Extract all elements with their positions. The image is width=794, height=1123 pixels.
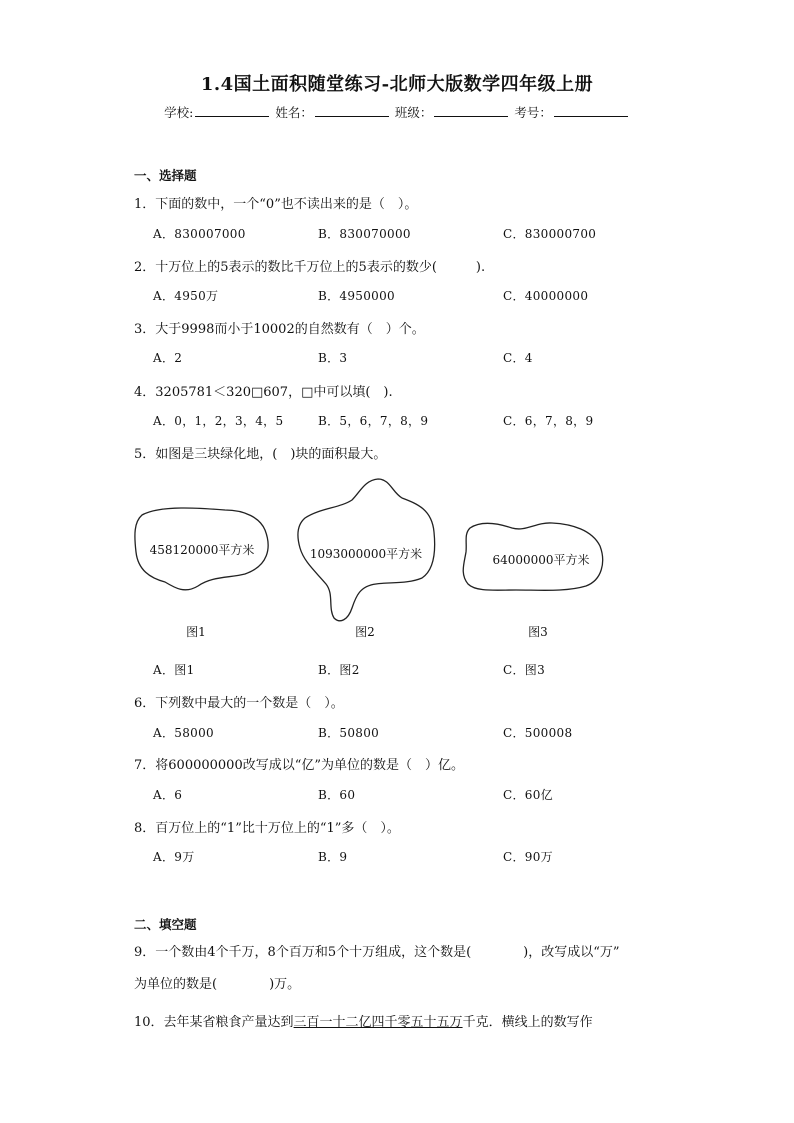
question-6: 6．下列数中最大的一个数是（ ）。 bbox=[134, 696, 344, 711]
q8-option-b[interactable]: B．9 bbox=[318, 850, 348, 864]
figure-1-value: 458120000平方米 bbox=[149, 543, 255, 557]
question-8: 8．百万位上的“1”比十万位上的“1”多（ ）。 bbox=[134, 821, 400, 836]
q2-option-c[interactable]: C．40000000 bbox=[503, 289, 589, 303]
question-2: 2．十万位上的5表示的数比千万位上的5表示的数少( ). bbox=[134, 260, 486, 275]
figure-3-caption: 图3 bbox=[528, 625, 548, 639]
school-label: 学校: bbox=[164, 105, 194, 120]
q1-option-b[interactable]: B．830070000 bbox=[318, 227, 411, 241]
school-blank[interactable] bbox=[195, 104, 269, 117]
q5-option-a[interactable]: A．图1 bbox=[153, 663, 195, 677]
q10-underlined-number: 三百一十二亿四千零五十五万 bbox=[293, 1015, 463, 1030]
question-9-line-2: 为单位的数是( )万。 bbox=[134, 977, 301, 992]
figure-3-value: 64000000平方米 bbox=[492, 553, 590, 567]
q6-option-b[interactable]: B．50800 bbox=[318, 726, 380, 740]
question-3: 3．大于9998而小于10002的自然数有（ ）个。 bbox=[134, 322, 425, 337]
q4-option-b[interactable]: B．5，6，7，8，9 bbox=[318, 414, 429, 428]
section-heading-choice: 一、选择题 bbox=[134, 168, 197, 183]
q3-option-c[interactable]: C．4 bbox=[503, 351, 533, 365]
q6-option-c[interactable]: C．500008 bbox=[503, 726, 573, 740]
exam-no-label: 考号： bbox=[514, 105, 552, 120]
q6-option-a[interactable]: A．58000 bbox=[153, 726, 214, 740]
question-1: 1．下面的数中，一个“0”也不读出来的是（ ）。 bbox=[134, 197, 418, 212]
q7-option-a[interactable]: A．6 bbox=[153, 788, 183, 802]
section-heading-fill: 二、填空题 bbox=[134, 917, 197, 932]
q10-suffix: 千克．横线上的数写作 bbox=[462, 1015, 593, 1030]
q3-option-a[interactable]: A．2 bbox=[153, 351, 183, 365]
question-10 bbox=[134, 1011, 593, 1030]
q2-option-a[interactable]: A．4950万 bbox=[153, 289, 219, 303]
page-title: 1.4国土面积随堂练习-北师大版数学四年级上册 bbox=[200, 74, 594, 95]
name-blank[interactable] bbox=[315, 104, 389, 117]
q3-option-b[interactable]: B．3 bbox=[318, 351, 348, 365]
q5-option-b[interactable]: B．图2 bbox=[318, 663, 360, 677]
class-label: 班级： bbox=[394, 105, 433, 120]
q10-prefix: 10．去年某省粮食产量达到 bbox=[134, 1015, 294, 1030]
question-4: 4．3205781＜320□607，□中可以填( ). bbox=[134, 385, 393, 400]
exam-no-blank[interactable] bbox=[554, 104, 628, 117]
q2-option-b[interactable]: B．4950000 bbox=[318, 289, 395, 303]
q7-option-c[interactable]: C．60亿 bbox=[503, 788, 553, 802]
q5-option-c[interactable]: C．图3 bbox=[503, 663, 546, 677]
question-7: 7．将600000000改写成以“亿”为单位的数是（ ）亿。 bbox=[134, 758, 465, 773]
question-9-line-1: 9．一个数由4个千万，8个百万和5个十万组成，这个数是( )，改写成以“万” bbox=[134, 945, 620, 960]
q1-option-a[interactable]: A．830007000 bbox=[153, 227, 246, 241]
name-label: 姓名： bbox=[275, 105, 313, 120]
student-info-line bbox=[0, 103, 794, 121]
figure-2-value: 1093000000平方米 bbox=[309, 547, 423, 561]
q8-option-c[interactable]: C．90万 bbox=[503, 850, 553, 864]
green-areas-figure bbox=[120, 470, 620, 648]
q4-option-a[interactable]: A．0，1，2，3，4，5 bbox=[153, 414, 284, 428]
q4-option-c[interactable]: C．6，7，8，9 bbox=[503, 414, 594, 428]
q1-option-c[interactable]: C．830000700 bbox=[503, 227, 597, 241]
q8-option-a[interactable]: A．9万 bbox=[153, 850, 195, 864]
figure-2-caption: 图2 bbox=[355, 625, 375, 639]
figure-1-caption: 图1 bbox=[186, 625, 206, 639]
q7-option-b[interactable]: B．60 bbox=[318, 788, 356, 802]
class-blank[interactable] bbox=[434, 104, 508, 117]
question-5: 5．如图是三块绿化地，( )块的面积最大。 bbox=[134, 447, 387, 462]
